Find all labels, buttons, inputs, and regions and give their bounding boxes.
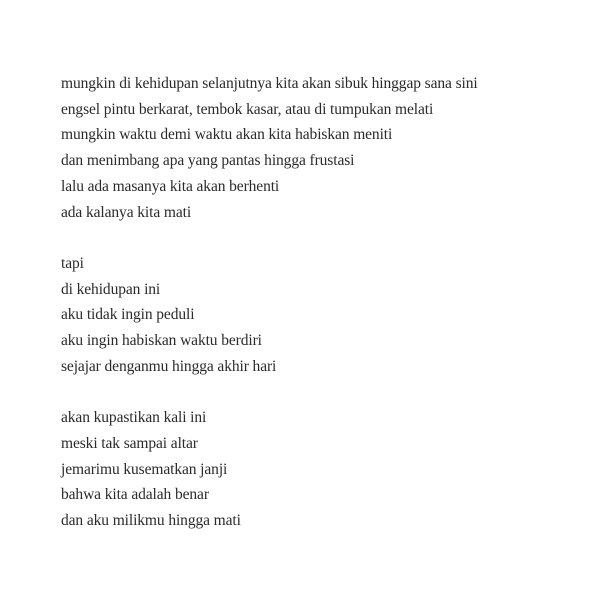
poem-line: jemarimu kusematkan janji (61, 460, 228, 478)
poem-line: dan menimbang apa yang pantas hingga frustasi (61, 152, 355, 170)
stanza-3 (61, 405, 591, 534)
stanza-2 (61, 251, 591, 380)
stanza-1 (61, 71, 591, 225)
poem-line: lalu ada masanya kita akan berhenti (61, 177, 280, 195)
poem-line: mungkin di kehidupan selanjutnya kita akan sibuk hinggap sana sini (61, 75, 478, 92)
poem-line: aku tidak ingin peduli (61, 306, 195, 324)
poem-line: dan aku milikmu hingga mati (61, 511, 241, 529)
poem-line: meski tak sampai altar (61, 434, 198, 452)
poem-line: di kehidupan ini (61, 280, 161, 298)
poem-body (61, 71, 591, 534)
poem-line: tapi (61, 254, 84, 272)
poem-line: engsel pintu berkarat, tembok kasar, atau di tumpukan melati (61, 100, 434, 118)
poem-line: ada kalanya kita mati (61, 203, 192, 221)
poem-line: akan kupastikan kali ini (61, 409, 207, 427)
poem-line: sejajar denganmu hingga akhir hari (61, 357, 277, 375)
poem-line: aku ingin habiskan waktu berdiri (61, 332, 262, 350)
poem-line: mungkin waktu demi waktu akan kita habiskan meniti (61, 126, 393, 144)
poem-line: bahwa kita adalah benar (61, 486, 209, 504)
